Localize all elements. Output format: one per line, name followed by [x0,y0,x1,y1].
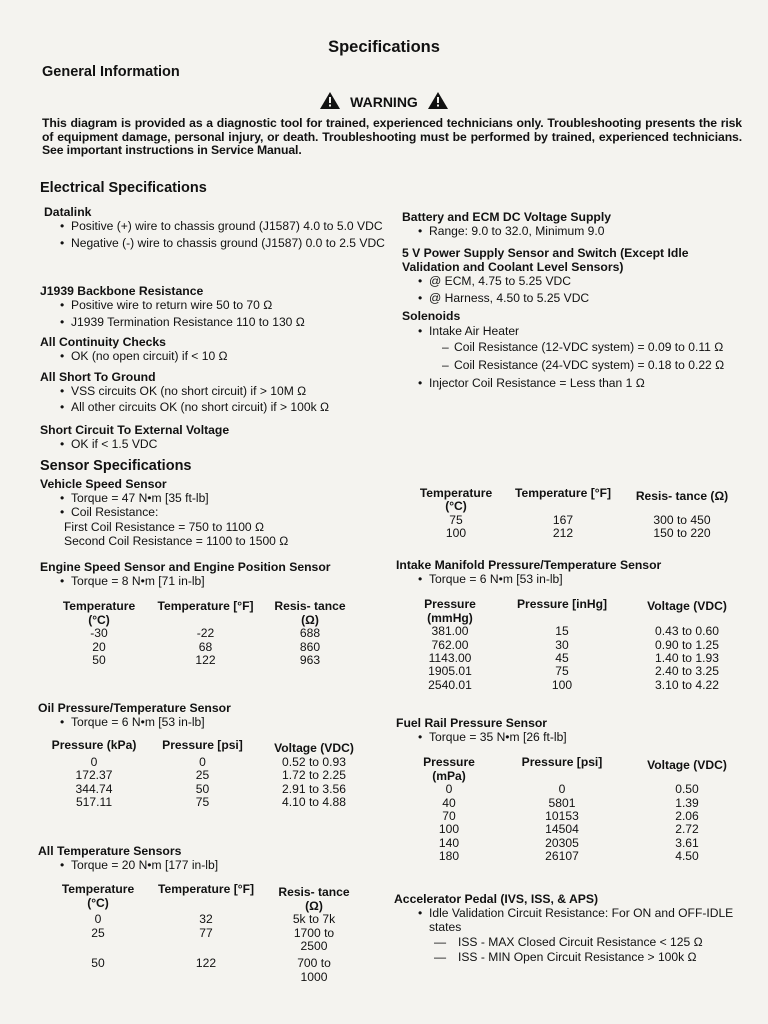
table-cell: 50 [195,781,210,796]
list-item: • Torque = 47 N•m [35 ft-lb] [40,491,385,505]
list-item: • Torque = 6 N•m [53 in-lb] [40,715,385,729]
table-header: Temperature [°F] [515,486,611,500]
list-item: • Torque = 8 N•m [71 in-lb] [40,574,385,588]
j1939-heading: J1939 Backbone Resistance [40,284,204,298]
list-item: • Range: 9.0 to 32.0, Minimum 9.0 [398,224,743,238]
table-cell: 1700 to 2500 [293,925,335,954]
table-cell: 25 [91,925,105,940]
table-row [406,783,742,796]
vehicle-speed-sensor-section [40,477,385,548]
table-cell: 762.00 [431,637,469,652]
fuel-rail-table [406,756,742,863]
table-header: Pressure [psi] [521,755,603,770]
table-row [406,850,742,863]
second-coil-resistance: Second Coil Resistance = 1100 to 1500 Ω [64,533,289,548]
list-item: — ISS - MAX Closed Circuit Resistance < 125 Ω [398,935,743,949]
fuel-rail-sensor-section [398,716,743,864]
short-to-ground-heading: All Short To Ground [40,370,156,384]
table-cell: 1143.00 [428,651,472,666]
table-header: Temperature (°C) [419,486,493,514]
table-row [406,797,742,810]
table-cell: 0 [558,782,566,797]
table-cell: 77 [199,925,213,940]
engine-speed-sensor-heading: Engine Speed Sensor and Engine Position Sensor [40,560,331,574]
table-row [406,810,742,823]
power-supply-section [398,246,743,305]
table-cell: 20305 [545,835,579,850]
table-cell: 10153 [545,809,579,824]
table-header: Pressure (mmHg) [424,597,476,625]
table-cell: 688 [299,626,321,641]
engine-speed-table [54,600,353,667]
table-cell: 100 [438,822,460,837]
table-cell: 5801 [548,795,576,810]
table-cell: 0 [94,912,102,927]
table-cell: -22 [196,626,215,641]
table-row [408,652,742,665]
fuel-rail-sensor-heading: Fuel Rail Pressure Sensor [396,716,548,730]
warning-triangle-icon [320,92,340,109]
first-coil-resistance: First Coil Resistance = 750 to 1100 Ω [64,519,265,534]
list-item: • @ ECM, 4.75 to 5.25 VDC [398,274,743,288]
list-item: • Idle Validation Circuit Resistance: For ON and OFF-IDLE states [398,906,743,934]
table-cell: 1905.01 [428,664,472,679]
table-cell: 4.50 [675,849,699,864]
table-cell: 180 [438,849,460,864]
table-header: Pressure [psi] [162,738,243,753]
all-temperature-table [52,883,360,984]
table-cell: 1.40 to 1.93 [655,651,719,666]
list-item: • Injector Coil Resistance = Less than 1 Ω [398,376,743,390]
table-row [48,756,363,769]
table-cell: 2.72 [675,822,699,837]
list-item: • Torque = 20 N•m [177 in-lb] [40,858,385,872]
table-row [48,796,363,809]
table-cell: 212 [552,526,574,541]
warning-banner [0,92,768,110]
table-cell: 150 to 220 [653,526,711,541]
j1939-section [40,284,385,330]
table-cell: 0.52 to 0.93 [282,754,346,769]
datalink-section [40,205,385,251]
table-header: Pressure (kPa) [51,738,137,753]
table-cell: 860 [299,639,321,654]
oil-pressure-table [48,739,363,809]
table-cell: 15 [555,624,569,639]
table-cell: 963 [299,653,321,668]
table-row [52,913,360,926]
table-cell: 0.50 [675,782,699,797]
oil-pressure-sensor-section [40,701,385,809]
table-cell: 100 [445,526,467,541]
table-cell: 20 [92,639,106,654]
table-header: Resis- tance (Ω) [274,599,346,627]
table-cell: 75 [449,512,463,527]
table-cell: 1.72 to 2.25 [282,768,346,783]
table-row [408,679,742,692]
table-cell: 3.10 to 4.22 [655,677,719,692]
table-cell: 700 to 1000 [297,956,331,984]
table-cell: 50 [91,956,105,971]
table-cell: 30 [555,637,569,652]
table-cell: 2540.01 [428,677,472,692]
list-item: • Positive (+) wire to chassis ground (J1587) 4.0 to 5.0 VDC [40,219,385,233]
table-row [52,927,360,954]
table-cell: 2.06 [675,809,699,824]
table-row [406,837,742,850]
intake-manifold-sensor-section [398,558,743,692]
table-cell: 140 [438,835,460,850]
table-cell: 0.90 to 1.25 [655,637,719,652]
all-temperature-sensors-heading: All Temperature Sensors [38,844,182,858]
warning-label: WARNING [350,94,418,110]
table-cell: 1.39 [675,795,699,810]
engine-speed-table-continued [412,487,738,541]
continuity-section [40,335,385,363]
table-cell: 0 [199,754,206,769]
table-cell: 25 [195,768,210,783]
list-item: • Torque = 35 N•m [26 ft-lb] [398,730,743,744]
table-cell: 50 [92,653,106,668]
table-cell: 45 [555,651,569,666]
table-cell: 68 [198,639,213,654]
page-title: Specifications [328,38,440,56]
list-item: • OK if < 1.5 VDC [40,437,385,451]
table-row [412,514,738,527]
oil-pressure-sensor-heading: Oil Pressure/Temperature Sensor [38,701,231,715]
table-cell: 32 [199,912,213,927]
table-cell: 40 [442,795,456,810]
table-row [408,665,742,678]
table-cell: 0 [445,782,453,797]
table-cell: 70 [442,809,456,824]
table-cell: 0.43 to 0.60 [655,624,719,639]
table-cell: 344.74 [75,781,113,796]
solenoids-section [398,309,743,390]
engine-speed-sensor-section [40,560,385,667]
list-item: • Coil Resistance: [40,505,385,519]
electrical-specifications-heading: Electrical Specifications [40,180,207,196]
table-header: Temperature [°F] [158,882,254,897]
table-row [48,769,363,782]
list-item: • @ Harness, 4.50 to 5.25 VDC [398,291,743,305]
table-cell: 122 [195,653,216,668]
table-cell: 0 [90,754,98,769]
list-item: • Positive wire to return wire 50 to 70 Ω [40,298,385,312]
table-header: Voltage (VDC) [274,741,354,756]
sensor-specifications-heading: Sensor Specifications [40,458,192,474]
table-cell: 100 [551,677,573,692]
table-cell: 381.00 [431,624,469,639]
list-item: • Intake Air Heater [398,324,743,338]
table-cell: 172.37 [75,768,113,783]
table-cell: 3.61 [675,835,699,850]
list-item: — ISS - MIN Open Circuit Resistance > 100k Ω [398,950,743,964]
table-cell: 167 [552,512,574,527]
table-row [408,625,742,638]
table-header: Resis- tance (Ω) [635,489,729,503]
table-cell: 75 [555,664,569,679]
vehicle-speed-sensor-heading: Vehicle Speed Sensor [40,477,167,491]
table-row [54,641,353,654]
list-item: • Torque = 6 N•m [53 in-lb] [398,572,743,586]
warning-text: This diagram is provided as a diagnostic tool for trained, experienced technicians only. Troubleshooting presents the risk of equipment damage, personal injury, or death. Troubleshooting must be performed by trained, experienced technicians. See important instructions in Service Manual. [42,116,742,158]
table-cell: 122 [195,956,217,971]
table-cell: -30 [90,626,108,641]
table-row [54,627,353,640]
intake-manifold-sensor-heading: Intake Manifold Pressure/Temperature Sensor [396,558,662,572]
list-item: • VSS circuits OK (no short circuit) if > 10M Ω [40,384,385,398]
continuity-heading: All Continuity Checks [40,335,166,349]
table-header: Temperature (°C) [61,882,135,910]
short-to-voltage-heading: Short Circuit To External Voltage [40,423,230,437]
table-row [52,953,360,984]
table-header: Temperature (°C) [62,599,136,627]
table-cell: 5k to 7k [292,912,336,927]
table-cell: 2.91 to 3.56 [282,781,346,796]
warning-triangle-icon [428,92,448,109]
list-item: • All other circuits OK (no short circuit) if > 100k Ω [40,400,385,414]
table-row [406,823,742,836]
table-row [48,783,363,796]
battery-heading: Battery and ECM DC Voltage Supply [402,210,612,224]
all-temperature-sensors-section [40,844,385,984]
sensor-specifications-section [40,459,385,473]
solenoids-heading: Solenoids [402,309,461,323]
power-supply-heading: 5 V Power Supply Sensor and Switch (Except Idle Validation and Coolant Level Sensors) [402,246,689,275]
short-to-voltage-section [40,423,385,451]
table-cell: 14504 [545,822,579,837]
table-header: Voltage (VDC) [647,599,727,614]
table-header: Resis- tance (Ω) [278,885,350,913]
table-header: Pressure (mPa) [423,755,475,783]
list-item: • OK (no open circuit) if < 10 Ω [40,349,385,363]
accelerator-pedal-heading: Accelerator Pedal (IVS, ISS, & APS) [394,892,599,906]
list-item: • J1939 Termination Resistance 110 to 130 Ω [40,315,385,329]
short-to-ground-section [40,370,385,415]
table-cell: 300 to 450 [653,512,711,527]
table-header: Temperature [°F] [157,599,254,614]
table-header: Voltage (VDC) [647,758,727,773]
list-item: – Coil Resistance (12-VDC system) = 0.09 to 0.11 Ω [428,340,743,354]
datalink-heading: Datalink [44,205,92,219]
table-row [408,639,742,652]
list-item: • Negative (-) wire to chassis ground (J1587) 0.0 to 2.5 VDC [40,236,385,250]
table-cell: 517.11 [75,795,113,810]
accelerator-pedal-section [394,892,743,964]
battery-section [398,210,743,238]
table-cell: 4.10 to 4.88 [282,795,346,810]
table-header: Pressure [inHg] [516,597,608,612]
general-information-heading: General Information [42,64,180,80]
list-item: – Coil Resistance (24-VDC system) = 0.18 to 0.22 Ω [428,358,743,372]
table-cell: 2.40 to 3.25 [655,664,719,679]
table-cell: 26107 [545,849,579,864]
electrical-specifications-section [40,181,385,195]
intake-manifold-table [408,598,742,692]
table-row [412,527,738,540]
table-row [54,654,353,667]
table-cell: 75 [195,795,210,810]
